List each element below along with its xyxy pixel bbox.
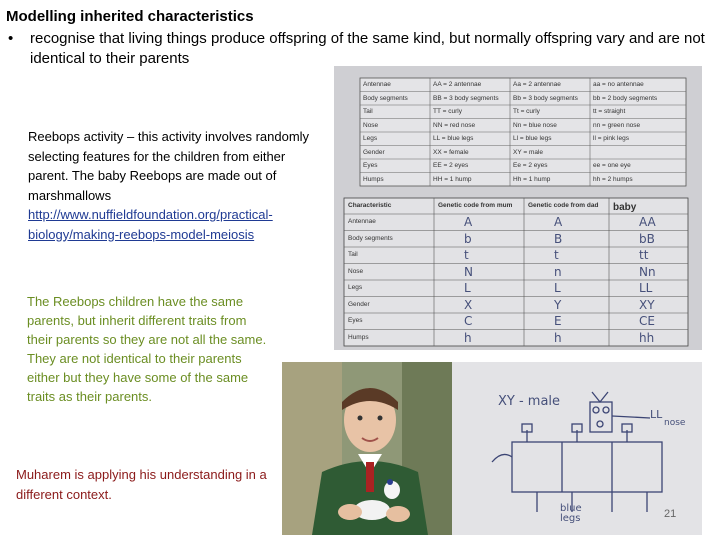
- worksheet-key-cell: Nn = blue nose: [513, 121, 557, 129]
- reebops-description-text: Reebops activity – this activity involves randomly selecting features for the children from either parent. The baby Reebops are made out of marshmallows: [28, 129, 310, 203]
- worksheet-allele: tt: [639, 248, 649, 262]
- drawing-label-nose: nose: [664, 418, 686, 428]
- worksheet-allele: C: [464, 314, 473, 328]
- worksheet-allele: n: [554, 264, 562, 279]
- slide-title: Modelling inherited characteristics: [6, 8, 254, 25]
- worksheet-key-cell: Ll = blue legs: [513, 135, 552, 142]
- worksheet-allele: X: [464, 297, 473, 312]
- worksheet-allele: h: [554, 330, 562, 345]
- worksheet-key-cell: Bb = 3 body segments: [513, 94, 578, 102]
- worksheet-key-cell: XX = female: [433, 148, 469, 156]
- worksheet-allele: hh: [639, 330, 655, 345]
- worksheet-allele: b: [464, 231, 472, 246]
- worksheet-key-cell: EE = 2 eyes: [433, 162, 469, 169]
- worksheet-key-cell: BB = 3 body segments: [433, 94, 499, 102]
- worksheet-allele: XY: [639, 297, 655, 312]
- worksheet-key-cell: HH = 1 hump: [433, 175, 472, 183]
- worksheet-allele: N: [464, 264, 473, 279]
- drawing-label-legs-code: LL: [650, 408, 663, 421]
- worksheet-allele: t: [554, 248, 559, 262]
- worksheet-key-cell: Aa = 2 antennae: [513, 81, 561, 88]
- worksheet-key-cell: aa = no antennae: [593, 81, 644, 88]
- worksheet-key-cell: Humps: [363, 175, 384, 183]
- worksheet-key-cell: ee = one eye: [593, 162, 631, 169]
- worksheet-allele: AA: [639, 215, 656, 229]
- worksheet-characteristic: Humps: [348, 333, 369, 341]
- worksheet-header-cell: baby: [613, 202, 637, 213]
- worksheet-allele: bB: [639, 231, 655, 246]
- worksheet-key-cell: Legs: [363, 135, 378, 142]
- nuffield-link[interactable]: http://www.nuffieldfoundation.org/practical-biology/making-reebops-model-meiosis: [28, 207, 273, 242]
- worksheet-characteristic: Antennae: [348, 218, 376, 225]
- worksheet-allele: A: [554, 215, 563, 229]
- bullet-symbol: •: [8, 30, 14, 47]
- worksheet-key-cell: TT = curly: [433, 108, 462, 115]
- drawing-label-legs: blue legs: [560, 503, 582, 524]
- worksheet-key-cell: LL = blue legs: [433, 135, 474, 142]
- reebops-description: [28, 127, 318, 244]
- worksheet-key-cell: Ee = 2 eyes: [513, 162, 548, 169]
- worksheet-key-cell: hh = 2 humps: [593, 175, 633, 183]
- worksheet-key-cell: Tail: [363, 108, 373, 115]
- worksheet-allele: LL: [639, 281, 653, 295]
- worksheet-allele: Nn: [639, 264, 656, 279]
- worksheet-allele: Y: [554, 297, 562, 312]
- worksheet-characteristic: Body segments: [348, 234, 393, 242]
- worksheet-allele: E: [554, 314, 562, 328]
- worksheet-key-cell: Body segments: [363, 94, 408, 102]
- worksheet-header-cell: Genetic code from mum: [438, 202, 513, 209]
- objective-text: recognise that living things produce offspring of the same kind, but normally offspring vary and are not identical to their parents: [30, 30, 705, 67]
- worksheet-key-cell: nn = green nose: [593, 121, 641, 129]
- worksheet-key-cell: bb = 2 body segments: [593, 94, 658, 102]
- worksheet-key-cell: XY = male: [513, 148, 544, 156]
- worksheet-allele: h: [464, 330, 472, 345]
- student-illustration: [282, 362, 452, 535]
- worksheet-allele: A: [464, 215, 473, 229]
- worksheet-allele: L: [554, 281, 561, 295]
- worksheet-characteristic: Gender: [348, 300, 370, 308]
- worksheet-key-cell: Hh = 1 hump: [513, 175, 551, 183]
- worksheet-allele: t: [464, 248, 469, 262]
- worksheet-key-cell: Antennae: [363, 81, 391, 88]
- worksheet-key-cell: ll = pink legs: [593, 135, 629, 142]
- worksheet-key-cell: Nose: [363, 121, 379, 129]
- worksheet-key-cell: NN = red nose: [433, 121, 476, 129]
- worksheet-key-cell: Eyes: [363, 162, 378, 169]
- worksheet-header-cell: Genetic code from dad: [528, 202, 599, 209]
- student-photo: [282, 362, 452, 535]
- worksheet-key-cell: AA = 2 antennae: [433, 81, 482, 88]
- worksheet-photo: [334, 66, 702, 350]
- worksheet-characteristic: Legs: [348, 284, 363, 291]
- worksheet-key-cell: Gender: [363, 148, 385, 156]
- worksheet-key-cell: tt = straight: [593, 108, 626, 115]
- drawing-label-gender: XY - male: [498, 394, 561, 409]
- worksheet-characteristic: Nose: [348, 267, 364, 275]
- worksheet-allele: CE: [639, 314, 655, 328]
- worksheet-header-cell: Characteristic: [348, 202, 392, 209]
- page-number: 21: [664, 508, 677, 520]
- worksheet-key-cell: Tt = curly: [513, 108, 540, 115]
- worksheet-allele: B: [554, 231, 563, 246]
- worksheet-characteristic: Tail: [348, 251, 358, 258]
- inheritance-explanation: The Reebops children have the same parents, but inherit different traits from their parents so they are not all the same. They are not identical to their parents either but they have some of the same traits as their parents.: [27, 294, 267, 404]
- application-note: Muharem is applying his understanding in a different context.: [16, 467, 267, 502]
- worksheet-characteristic: Eyes: [348, 317, 363, 324]
- worksheet-allele: L: [464, 281, 471, 295]
